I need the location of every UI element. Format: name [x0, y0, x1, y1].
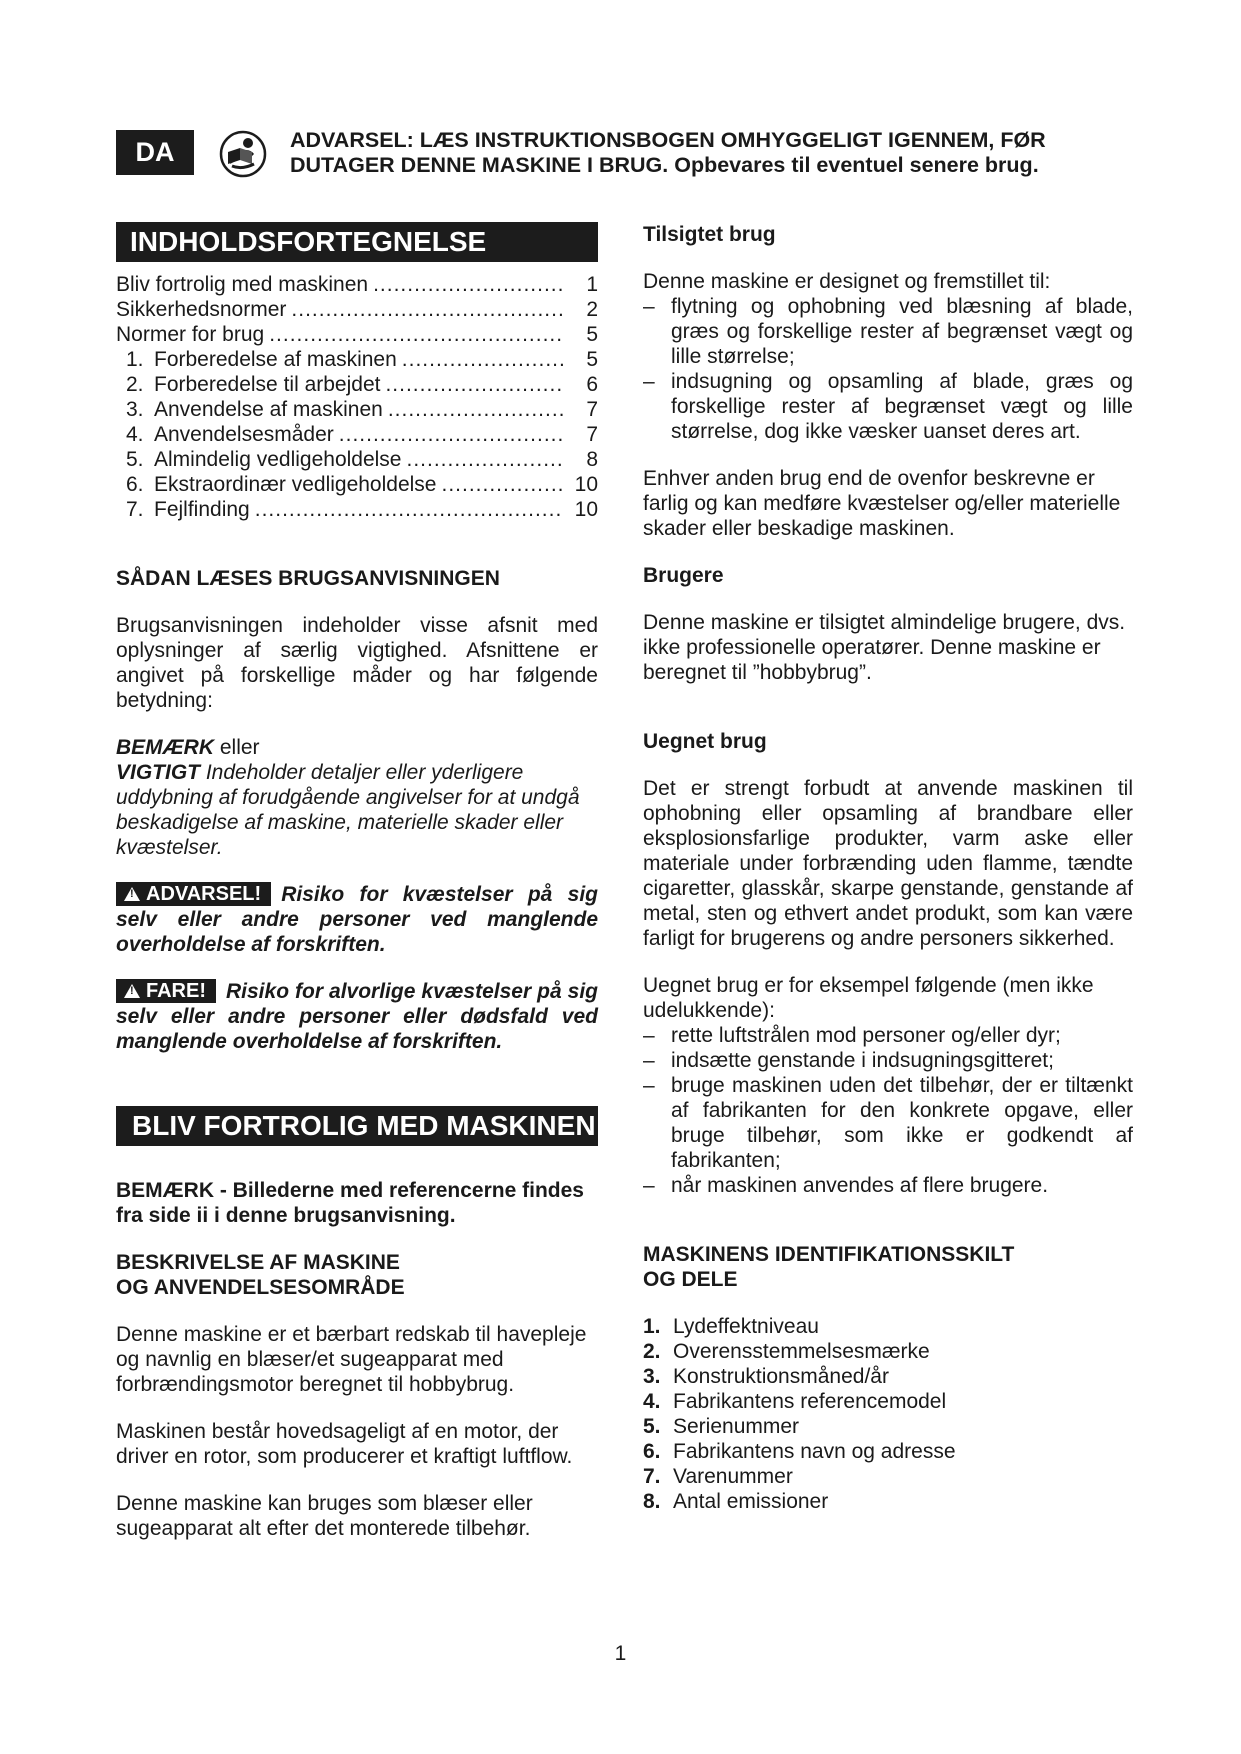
toc-row: [116, 372, 598, 397]
list-item: [643, 1414, 1133, 1439]
description-para-3: Denne maskine kan bruges som blæser eller sugeapparat alt efter det monterede tilbehør.: [116, 1492, 533, 1540]
toc-num: 5.: [126, 448, 144, 471]
warning-block: [116, 882, 598, 957]
item-label: Serienummer: [673, 1415, 800, 1438]
description-heading-line-1: BESKRIVELSE AF MASKINE: [116, 1251, 400, 1274]
item-label: Antal emissioner: [673, 1490, 829, 1513]
item-number: 1.: [643, 1315, 661, 1338]
description-para-1: Denne maskine er et bærbart redskab til havepleje og navnlig en blæser/et sugeapparat med forbrændingsmotor beregnet til hobbybrug.: [116, 1323, 587, 1396]
warning-text: Risiko for kvæstelser på sig selv eller andre personer ved manglende overholdelse af forskriften.: [116, 883, 598, 956]
users-text: Denne maskine er tilsigtet almindelige brugere, dvs. ikke professionelle operatører. Denne maskine er beregnet til ”hobbybrug”.: [643, 611, 1126, 684]
warning-triangle-icon: [124, 887, 140, 901]
toc-label: Bliv fortrolig med maskinen: [116, 273, 369, 296]
list-item: – indsugning og opsamling af blade, græs og forskellige rester af begrænset vægt og lille størrelse, dog ikke væsker uanset deres art.: [643, 369, 1133, 444]
toc-label: Anvendelsesmåder: [154, 423, 334, 446]
item-number: 6.: [643, 1440, 661, 1463]
toc-label: Normer for brug: [116, 323, 265, 346]
toc-label: Ekstraordinær vedligeholdelse: [154, 473, 437, 496]
danger-tag: [116, 979, 216, 1003]
toc-row: [116, 447, 598, 472]
list-item: [643, 1489, 1133, 1514]
item-number: 2.: [643, 1340, 661, 1363]
improper-use-examples-intro: Uegnet brug er for eksempel følgende (men ikke udelukkende):: [643, 974, 1094, 1022]
item-label: Fabrikantens referencemodel: [673, 1390, 947, 1413]
toc-num: 2.: [126, 373, 144, 396]
toc-label: Forberedelse til arbejdet: [154, 373, 381, 396]
warning-tag: [116, 882, 271, 906]
toc-leader: [269, 322, 564, 347]
toc-leader: [402, 347, 564, 372]
id-plate-heading-line-2: OG DELE: [643, 1268, 738, 1291]
toc-label: Sikkerhedsnormer: [116, 298, 287, 321]
toc-page: 1: [586, 273, 598, 296]
list-item: [643, 1364, 1133, 1389]
item-label: Varenummer: [673, 1465, 793, 1488]
toc-leader: [373, 272, 564, 297]
toc-page: 7: [586, 423, 598, 446]
important-label: VIGTIGT: [116, 761, 200, 784]
how-to-read-heading: SÅDAN LÆSES BRUGSANVISNINGEN: [116, 567, 500, 590]
how-to-read-intro: Brugsanvisningen indeholder visse afsnit med oplysninger af særlig vigtighed. Afsnittene er angivet på forskellige måder og har følgende betydning:: [116, 614, 598, 712]
toc-row: [116, 322, 598, 347]
item-number: 4.: [643, 1390, 661, 1413]
warning-label: ADVARSEL!: [146, 883, 262, 905]
description-para-2: Maskinen består hovedsageligt af en motor, der driver en rotor, som producerer et kraftigt luftflow.: [116, 1420, 573, 1468]
intended-use-heading: Tilsigtet brug: [643, 223, 776, 246]
toc-num: 6.: [126, 473, 144, 496]
item-label: Lydeffektniveau: [673, 1315, 819, 1338]
toc-row: [116, 397, 598, 422]
toc-page: 6: [586, 373, 598, 396]
warning-line-1: ADVARSEL: LÆS INSTRUKTIONSBOGEN OMHYGGELIGT IGENNEM, FØR: [290, 128, 1046, 152]
toc-page: 10: [574, 473, 598, 496]
item-label: Fabrikantens navn og adresse: [673, 1440, 956, 1463]
toc-leader: [385, 372, 564, 397]
toc-label: Almindelig vedligeholdelse: [154, 448, 402, 471]
improper-use-text: Det er strengt forbudt at anvende maskinen til ophobning eller opsamling af brandbare eller eksplosionsfarlige produkter, varm aske eller materiale under forbrænding uden flamme, tændte cigaretter, glasskår, skarpe genstande, genstande af metal, sten og ethvert andet produkt, som kan være farligt for brugerens og andre personers sikkerhed.: [643, 777, 1133, 950]
danger-block: [116, 979, 598, 1054]
list-item: – flytning og ophobning ved blæsning af blade, græs og forskellige rester af begrænset vægt og lille størrelse;: [643, 294, 1133, 369]
intended-use-intro: Denne maskine er designet og fremstillet til:: [643, 270, 1051, 293]
list-item: – indsætte genstande i indsugningsgitteret;: [643, 1048, 1133, 1073]
list-item: [643, 1389, 1133, 1414]
toc-num: 1.: [126, 348, 144, 371]
important-text: Indeholder detaljer eller yderligere uddybning af forudgående angivelser for at undgå beskadigelse af maskine, materielle skader eller kvæstelser.: [116, 761, 580, 859]
id-plate-heading: [643, 1242, 1133, 1292]
id-plate-heading-line-1: MASKINENS IDENTIFIKATIONSSKILT: [643, 1243, 1015, 1266]
page-number: 1: [614, 1642, 627, 1665]
list-item: [643, 1464, 1133, 1489]
toc-page: 5: [586, 348, 598, 371]
toc-row: [116, 272, 598, 297]
toc-leader: [407, 447, 565, 472]
toc-row: [116, 297, 598, 322]
toc-num: 7.: [126, 498, 144, 521]
toc-label: Anvendelse af maskinen: [154, 398, 383, 421]
toc-row: [116, 347, 598, 372]
toc-label: Forberedelse af maskinen: [154, 348, 397, 371]
danger-text: Risiko for alvorlige kvæstelser på sig selv eller andre personer eller dødsfald ved manglende overholdelse af forskriften.: [116, 980, 598, 1053]
familiar-title: BLIV FORTROLIG MED MASKINEN: [116, 1106, 598, 1146]
danger-label: FARE!: [146, 980, 206, 1002]
toc-list: [116, 272, 598, 522]
item-number: 8.: [643, 1490, 661, 1513]
list-item: [643, 1439, 1133, 1464]
item-label: Overensstemmelsesmærke: [673, 1340, 930, 1363]
intended-use-list: [643, 294, 1133, 444]
intended-use-other: Enhver anden brug end de ovenfor beskrevne er farlig og kan medføre kvæstelser og/eller materielle skader eller beskadige maskinen.: [643, 467, 1121, 540]
right-column: [643, 222, 1133, 1514]
warning-line-2: DUTAGER DENNE MASKINE I BRUG. Opbevares til eventuel senere brug.: [290, 153, 1039, 177]
list-item: [643, 1314, 1133, 1339]
images-note: BEMÆRK - Billederne med referencerne findes fra side ii i denne brugsanvisning.: [116, 1179, 584, 1227]
toc-row: [116, 497, 598, 522]
note-important-block: [116, 735, 598, 860]
list-item: – bruge maskinen uden det tilbehør, der er tiltænkt af fabrikanten for den konkrete opgave, eller bruge tilbehør, som ikke er godkendt af fabrikanten;: [643, 1073, 1133, 1173]
improper-use-list: [643, 1023, 1133, 1198]
danger-triangle-icon: [124, 984, 140, 998]
toc-leader: [442, 472, 565, 497]
item-label: Konstruktionsmåned/år: [673, 1365, 889, 1388]
users-heading: Brugere: [643, 564, 724, 587]
list-item: – når maskinen anvendes af flere brugere.: [643, 1173, 1133, 1198]
toc-page: 2: [586, 298, 598, 321]
description-heading-line-2: OG ANVENDELSESOMRÅDE: [116, 1276, 405, 1299]
toc-leader: [339, 422, 564, 447]
toc-label: Fejlfinding: [154, 498, 250, 521]
book-reader-icon: [218, 130, 268, 178]
item-number: 7.: [643, 1465, 661, 1488]
id-plate-list: [643, 1314, 1133, 1514]
language-badge: DA: [116, 130, 194, 175]
item-number: 3.: [643, 1365, 661, 1388]
toc-page: 5: [586, 323, 598, 346]
toc-page: 8: [586, 448, 598, 471]
toc-leader: [255, 497, 564, 522]
left-column: [116, 222, 598, 1541]
toc-row: [116, 422, 598, 447]
toc-page: 10: [574, 498, 598, 521]
toc-row: [116, 472, 598, 497]
read-manual-warning: [290, 128, 1140, 178]
note-or: eller: [219, 736, 260, 759]
description-heading: [116, 1250, 598, 1300]
toc-leader: [291, 297, 564, 322]
toc-num: 4.: [126, 423, 144, 446]
toc-title: INDHOLDSFORTEGNELSE: [116, 222, 598, 262]
toc-leader: [388, 397, 564, 422]
item-number: 5.: [643, 1415, 661, 1438]
toc-page: 7: [586, 398, 598, 421]
list-item: [643, 1339, 1133, 1364]
improper-use-heading: Uegnet brug: [643, 730, 767, 753]
list-item: – rette luftstrålen mod personer og/eller dyr;: [643, 1023, 1133, 1048]
note-label: BEMÆRK: [116, 736, 214, 759]
toc-num: 3.: [126, 398, 144, 421]
